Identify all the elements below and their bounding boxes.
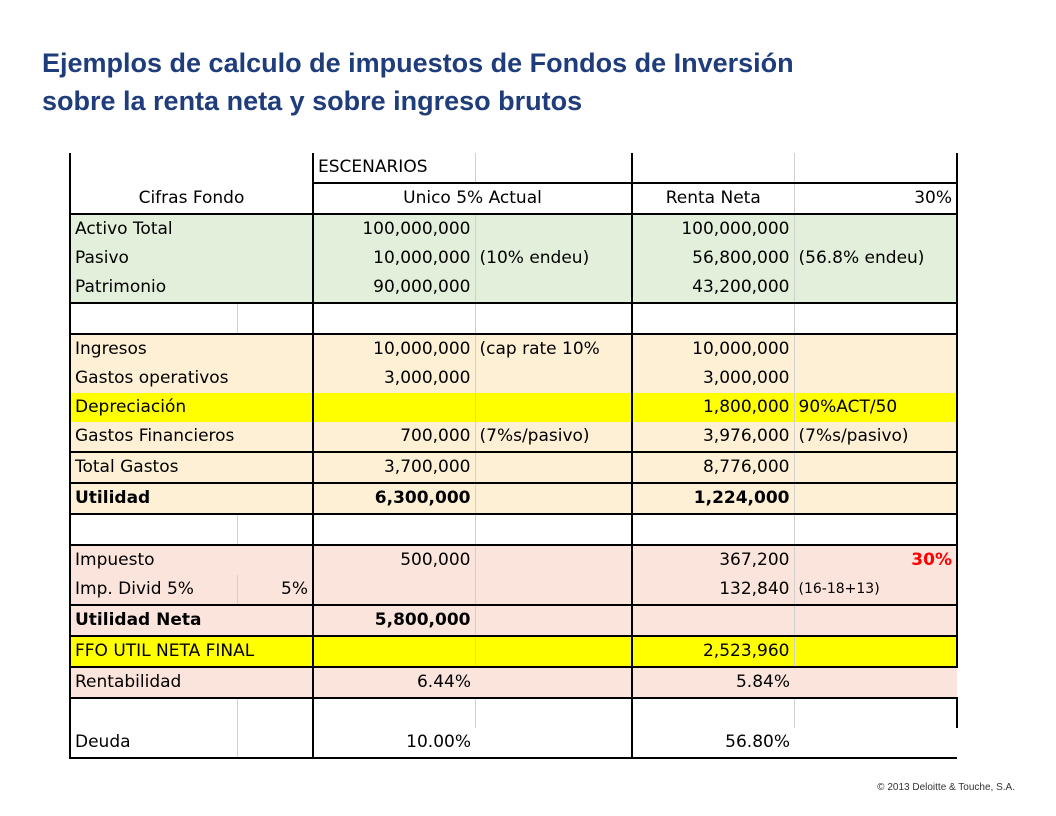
title-line-2: sobre la renta neta y sobre ingreso brutos bbox=[42, 86, 583, 116]
table-row-bold: Utilidad Neta 5,800,000 bbox=[70, 605, 957, 636]
header-30pct: 30% bbox=[794, 183, 957, 214]
table-row: Pasivo 10,000,000 (10% endeu) 56,800,000 (56.8% endeu) bbox=[70, 244, 957, 273]
table-row: Impuesto 500,000 367,200 30% bbox=[70, 545, 957, 575]
header-cifras-fondo: Cifras Fondo bbox=[70, 183, 313, 214]
table-row-bold: Utilidad 6,300,000 1,224,000 bbox=[70, 483, 957, 514]
slide-title bbox=[42, 44, 1032, 120]
tax-scenarios-table bbox=[69, 153, 958, 759]
table-row: Rentabilidad 6.44% 5.84% bbox=[70, 667, 957, 698]
header-row-top bbox=[70, 153, 957, 183]
header-renta-neta: Renta Neta bbox=[632, 183, 794, 214]
copyright-notice: © 2013 Deloitte & Touche, S.A. bbox=[877, 782, 1015, 793]
table-row: Activo Total 100,000,000 100,000,000 bbox=[70, 214, 957, 244]
table-row-highlight: FFO UTIL NETA FINAL 2,523,960 bbox=[70, 636, 957, 667]
table-row: Gastos Financieros 700,000 (7%s/pasivo) 3,976,000 (7%s/pasivo) bbox=[70, 422, 957, 452]
table-row: Imp. Divid 5% 5% 132,840 (16-18+13) bbox=[70, 575, 957, 605]
table-row-highlight: Depreciación 1,800,000 90%ACT/50 bbox=[70, 393, 957, 422]
header-unico: Unico 5% Actual bbox=[313, 183, 632, 214]
header-escenarios: ESCENARIOS bbox=[313, 153, 475, 183]
header-row bbox=[70, 183, 957, 214]
table-row: Total Gastos 3,700,000 8,776,000 bbox=[70, 452, 957, 483]
table-row: Deuda 10.00% 56.80% bbox=[70, 728, 957, 758]
blank-row bbox=[70, 303, 957, 334]
table-row: Ingresos 10,000,000 (cap rate 10% 10,000,000 bbox=[70, 334, 957, 364]
title-line-1: Ejemplos de calculo de impuestos de Fondos de Inversión bbox=[42, 48, 794, 78]
table-row: Patrimonio 90,000,000 43,200,000 bbox=[70, 273, 957, 303]
blank-row bbox=[70, 698, 957, 728]
table-row: Gastos operativos 3,000,000 3,000,000 bbox=[70, 364, 957, 393]
blank-row bbox=[70, 514, 957, 545]
